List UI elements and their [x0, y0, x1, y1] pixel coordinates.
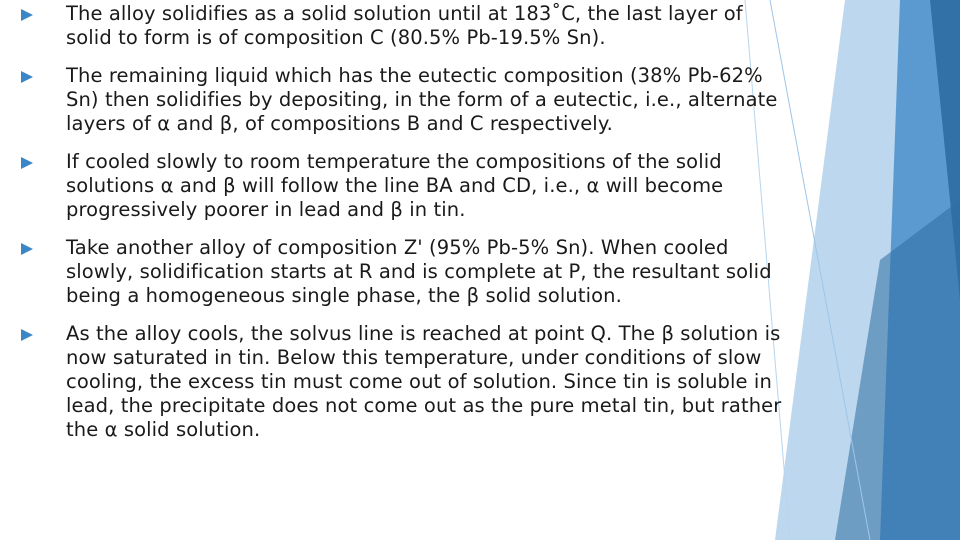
bullet-text: If cooled slowly to room temperature the compositions of the solid solutions α and β will follow the line BA and CD, i.e., α will become progressively poorer in lead and β in tin. — [66, 150, 724, 221]
triangle-bullet-icon — [20, 157, 34, 169]
slide-content — [20, 2, 790, 456]
bullet-text: The alloy solidifies as a solid solution until at 183˚C, the last layer of solid to form is of composition C (80.5% Pb-19.5% Sn). — [66, 2, 743, 49]
bullet-item — [20, 2, 790, 50]
triangle-bullet-icon — [20, 71, 34, 83]
bullet-text: Take another alloy of composition Z' (95% Pb-5% Sn). When cooled slowly, solidification starts at R and is complete at P, the resultant solid being a homogeneous single phase, the β solid solution. — [66, 236, 772, 307]
bullet-item — [20, 236, 790, 308]
triangle-bullet-icon — [20, 243, 34, 255]
triangle-bullet-icon — [20, 9, 34, 21]
bullet-item — [20, 64, 790, 136]
triangle-bullet-icon — [20, 329, 34, 341]
bullet-item — [20, 322, 790, 442]
bullet-text: As the alloy cools, the solvus line is reached at point Q. The β solution is now saturated in tin. Below this temperature, under conditions of slow cooling, the excess tin must come out of solution. Since tin is soluble in lead, the precipitate does not come out as the pure metal tin, but rather the α solid solution. — [66, 322, 782, 441]
bullet-text: The remaining liquid which has the eutectic composition (38% Pb-62% Sn) then solidifies by depositing, in the form of a eutectic, i.e., alternate layers of α and β, of compositions B and C respectively. — [66, 64, 778, 135]
bullet-item — [20, 150, 790, 222]
